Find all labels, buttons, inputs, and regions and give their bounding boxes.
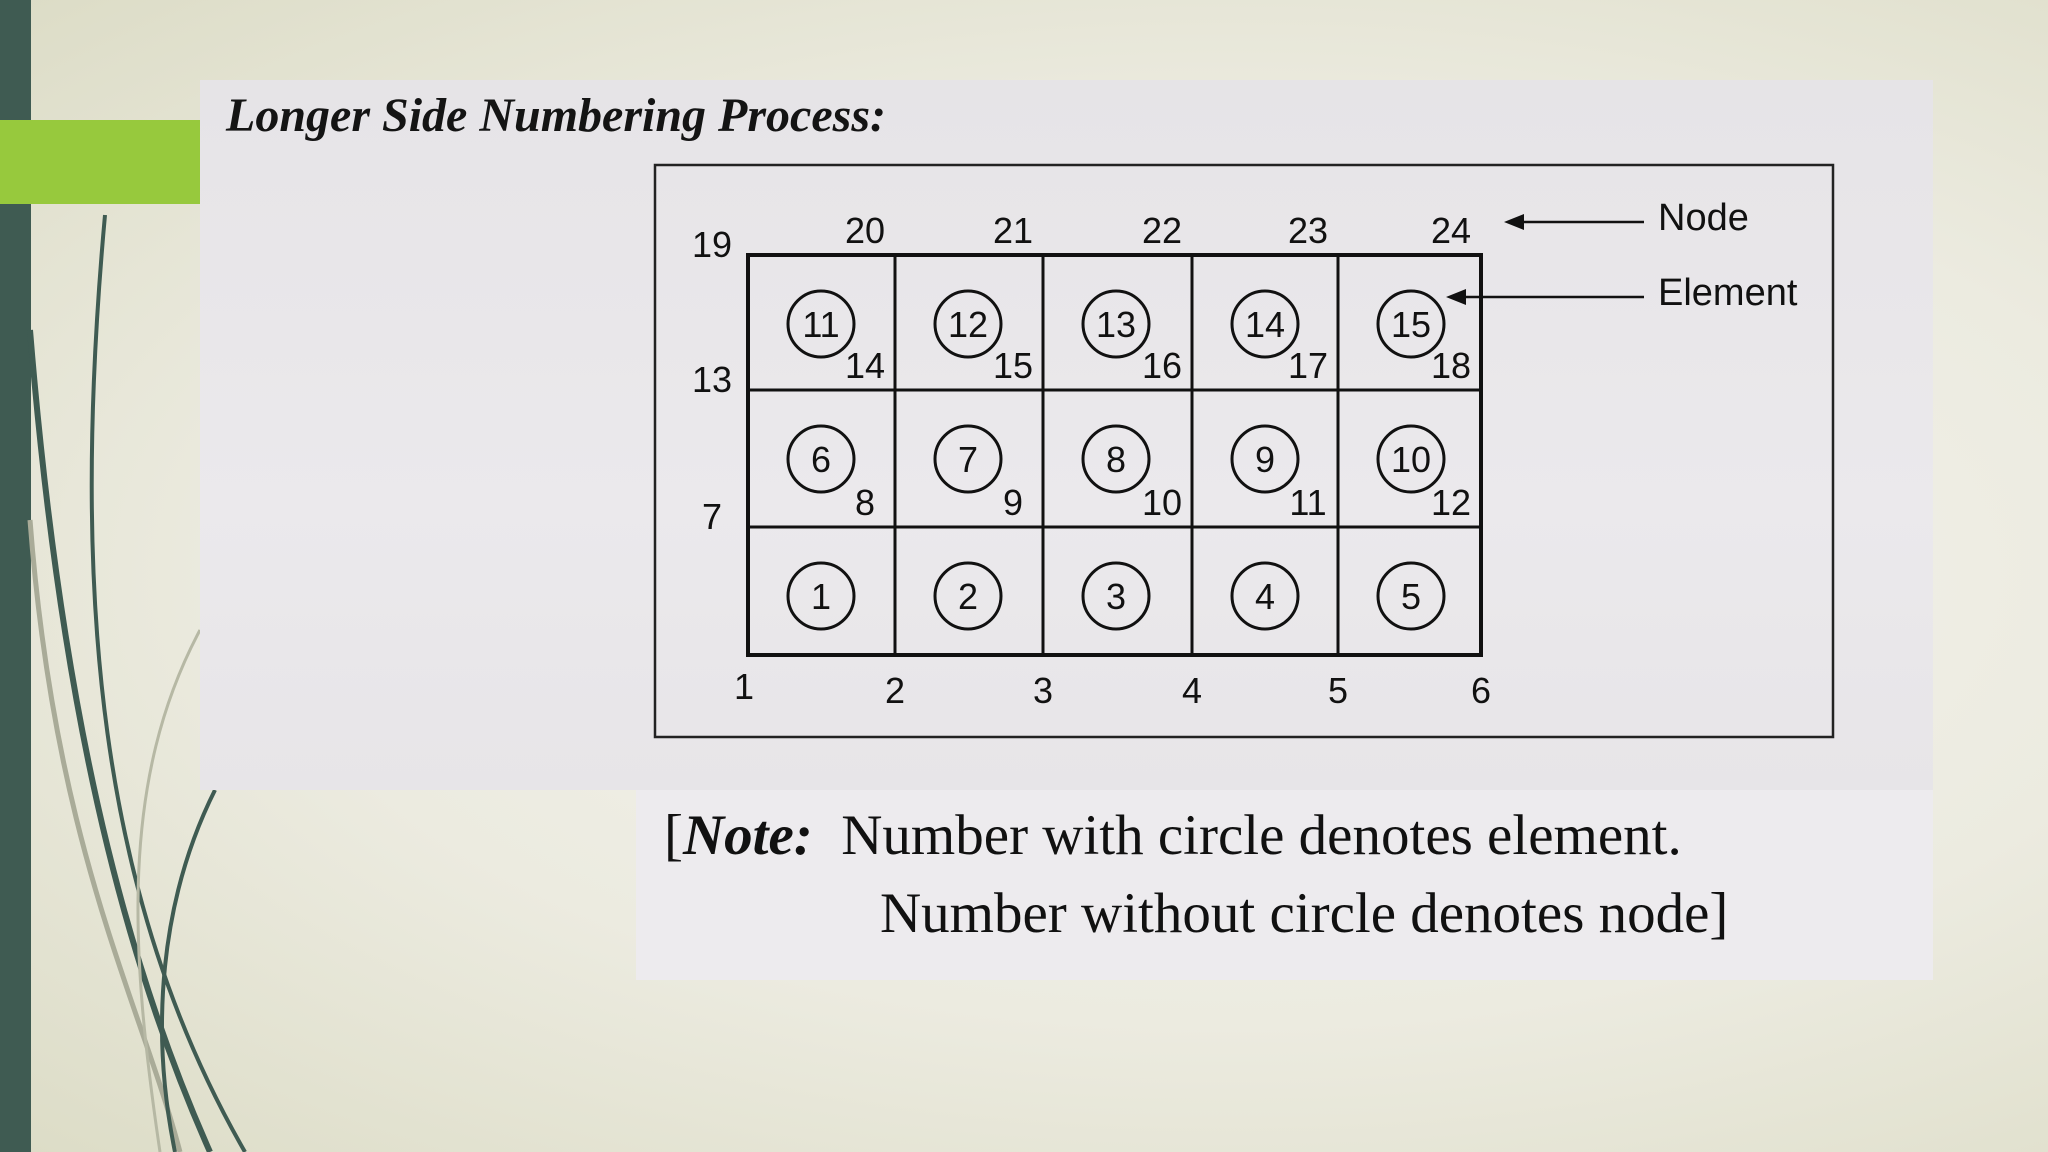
node-label: 7	[701, 496, 723, 537]
node-label: 3	[1032, 670, 1054, 711]
node-label: 17	[1287, 345, 1329, 386]
node-label: 10	[1141, 482, 1183, 523]
legend-element-label: Element	[1658, 272, 1798, 314]
note-bracket: [	[664, 804, 683, 867]
element-label: 11	[802, 304, 840, 345]
node-label: 9	[1002, 482, 1024, 523]
node-label: 18	[1430, 345, 1472, 386]
element-label: 13	[1095, 304, 1137, 345]
node-label: 16	[1141, 345, 1183, 386]
legend-node-label: Node	[1658, 197, 1749, 239]
note-text-1: Number with circle denotes element.	[841, 804, 1682, 867]
element-label: 8	[1105, 439, 1127, 480]
element-label: 1	[810, 576, 832, 617]
element-label: 15	[1390, 304, 1432, 345]
node-label: 15	[992, 345, 1034, 386]
node-label: 8	[854, 482, 876, 523]
node-label: 24	[1430, 210, 1472, 251]
node-label: 23	[1287, 210, 1329, 251]
element-label: 9	[1254, 439, 1276, 480]
node-label: 1	[733, 666, 755, 707]
element-label: 2	[957, 576, 979, 617]
node-label: 19	[691, 224, 733, 265]
node-label: 5	[1327, 670, 1349, 711]
node-label: 21	[992, 210, 1034, 251]
node-label: 2	[884, 670, 906, 711]
node-label: 14	[844, 345, 886, 386]
node-label: 20	[844, 210, 886, 251]
node-label: 4	[1181, 670, 1203, 711]
element-markers	[788, 291, 1444, 629]
element-label: 7	[957, 439, 979, 480]
note-keyword: Note:	[682, 804, 813, 867]
element-label: 14	[1244, 304, 1286, 345]
element-label: 5	[1400, 576, 1422, 617]
node-label: 11	[1289, 482, 1327, 523]
element-label: 12	[947, 304, 989, 345]
element-label: 3	[1105, 576, 1127, 617]
diagram-frame	[655, 165, 1833, 737]
node-label: 6	[1470, 670, 1492, 711]
node-label: 13	[691, 359, 733, 400]
note-line-1	[664, 797, 1728, 875]
note	[664, 797, 1728, 953]
legend	[1446, 197, 1798, 314]
slide-heading: Longer Side Numbering Process:	[226, 89, 886, 142]
element-label: 6	[810, 439, 832, 480]
element-label: 10	[1390, 439, 1432, 480]
node-label: 12	[1430, 482, 1472, 523]
node-arrowhead	[1504, 214, 1524, 230]
node-label: 22	[1141, 210, 1183, 251]
note-line-2: Number without circle denotes node]	[880, 882, 1729, 945]
element-arrowhead	[1446, 289, 1466, 305]
element-label: 4	[1254, 576, 1276, 617]
